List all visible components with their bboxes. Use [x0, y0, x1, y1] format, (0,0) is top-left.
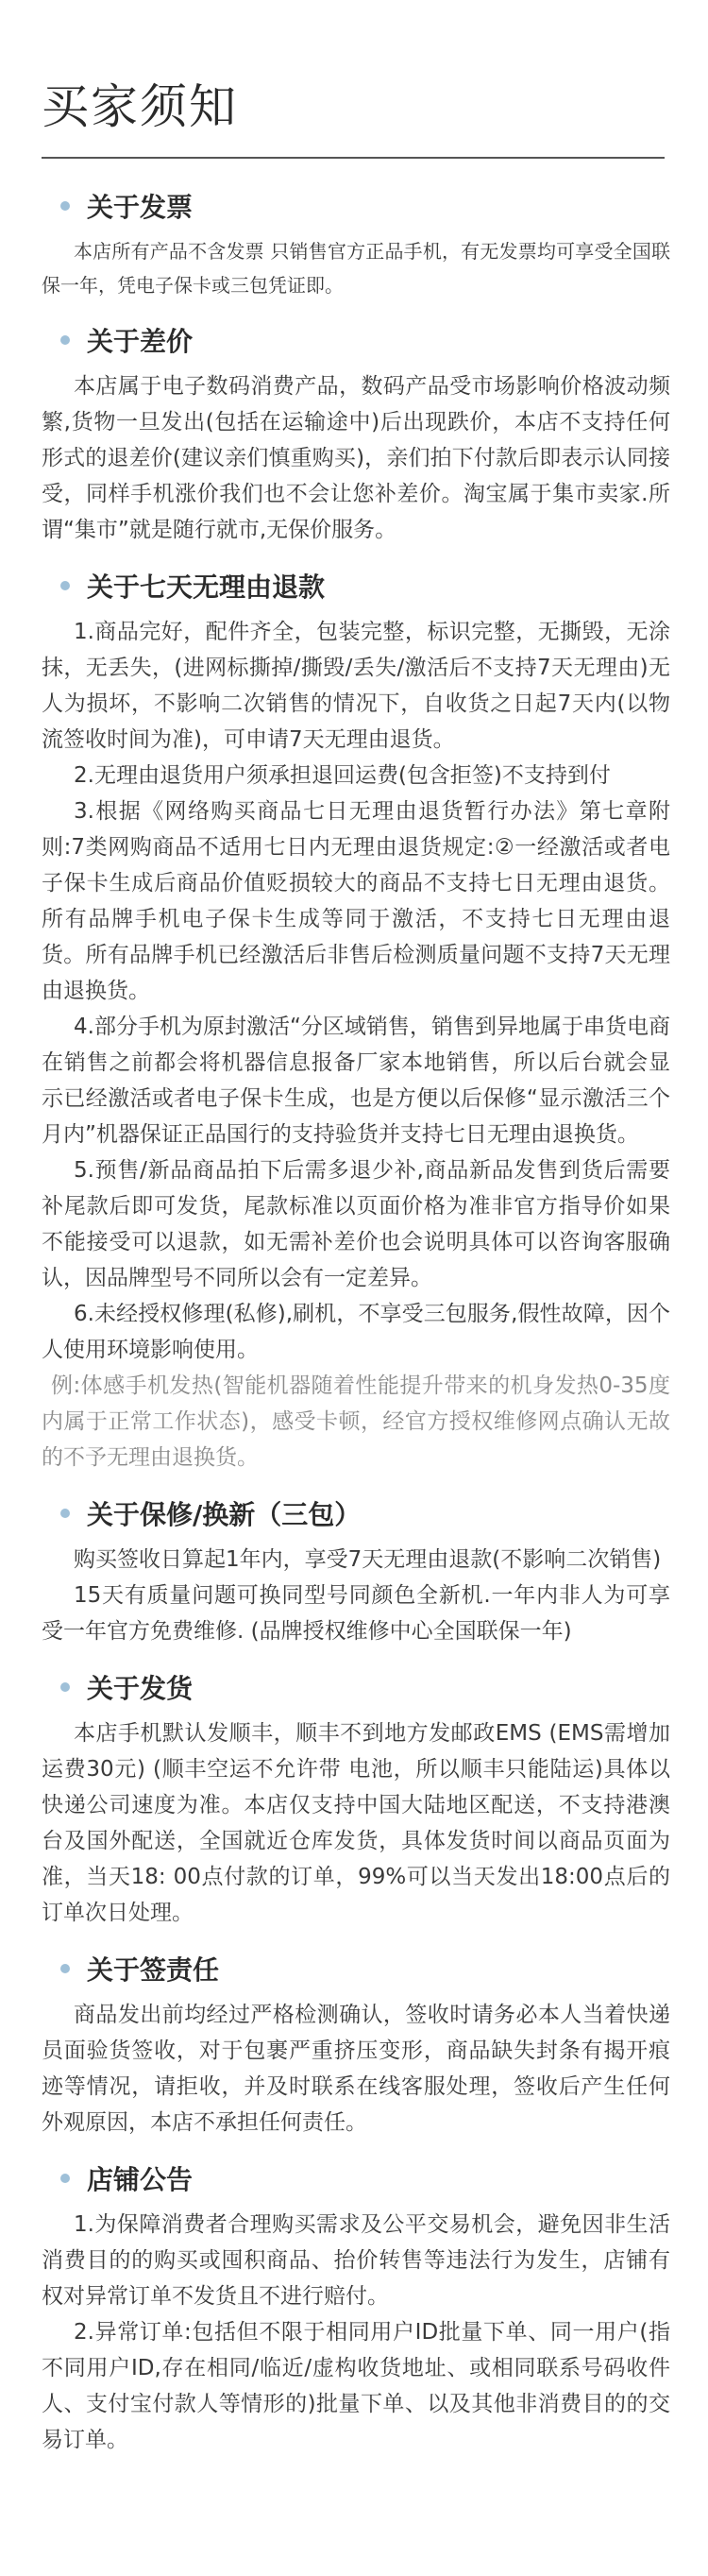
section-header [42, 185, 670, 227]
page-title: 买家须知 [42, 79, 238, 134]
section-title: 关于差价 [87, 326, 194, 357]
section-header [42, 1666, 670, 1708]
section-header [42, 1493, 670, 1534]
section-signing-responsibility [42, 1948, 670, 2141]
section-title: 关于发货 [87, 1673, 194, 1704]
announcement-item-2: 2.异常订单:包括但不限于相同用户ID批量下单、同一用户(指不同用户ID,存在相同/临近/虚构收货地址、或相同联系号码收件人、支付宝付款人等情形的)批量下单、以及其他非消费目的的交易订单。 [42, 2320, 670, 2452]
bullet-dot-icon [60, 1964, 70, 1973]
bullet-dot-icon [60, 581, 70, 590]
section-paragraph: 本店手机默认发顺丰，顺丰不到地方发邮政EMS (EMS需增加运费30元) (顺丰空运不允许带 电池，所以顺丰只能陆运)具体以快递公司速度为准。本店仅支持中国大陆地区配送，不支持港澳台及国外配送，全国就近仓库发货，具体发货时间以商品页面为准，当天18: 00点付款的订单，99%可以当天发出18:00点后的订单次日处理。 [42, 1721, 670, 1925]
section-header [42, 2158, 670, 2199]
section-title: 店铺公告 [87, 2164, 194, 2195]
bullet-dot-icon [60, 1509, 70, 1518]
return-policy-example-note: 例:体感手机发热(智能机器随着性能提升带来的机身发热0-35度内属于正常工作状态)，感受卡顿，经官方授权维修网点确认无故的不予无理由退换货。 [42, 1373, 670, 1470]
bullet-dot-icon [60, 201, 70, 211]
section-header [42, 319, 670, 361]
warranty-item-2: 15天有质量问题可换同型号同颜色全新机.一年内非人为可享受一年官方免费维修. (品牌授权维修中心全国联保一年) [42, 1583, 670, 1644]
section-title: 关于七天无理由退款 [87, 571, 326, 603]
return-policy-item-1: 1.商品完好，配件齐全，包装完整，标识完整，无撕毁，无涂抹，无丢失，(进网标撕掉/撕毁/丢失/激活后不支持7天无理由)无人为损坏，不影响二次销售的情况下，自收货之日起7天内(以物流签收时间为准)，可申请7天无理由退货。 [42, 620, 670, 752]
section-paragraph: 本店所有产品不含发票 只销售官方正品手机，有无发票均可享受全国联保一年，凭电子保卡或三包凭证即。 [42, 240, 670, 297]
section-title: 关于发票 [87, 192, 194, 223]
return-policy-item-6: 6.未经授权修理(私修),刷机，不享受三包服务,假性故障，因个人使用环境影响使用。 [42, 1302, 670, 1362]
section-title: 关于保修/换新（三包） [87, 1499, 362, 1530]
bullet-dot-icon [60, 1682, 70, 1692]
bullet-dot-icon [60, 2174, 70, 2183]
section-shipping [42, 1666, 670, 1931]
section-header [42, 1948, 670, 1989]
return-policy-item-5: 5.预售/新品商品拍下后需多退少补,商品新品发售到货后需要补尾款后即可发货，尾款标准以页面价格为准非官方指导价如果不能接受可以退款，如无需补差价也会说明具体可以咨询客服确认，因品牌型号不同所以会有一定差异。 [42, 1158, 670, 1290]
section-invoice [42, 185, 670, 302]
section-store-announcement [42, 2158, 670, 2458]
return-policy-item-4: 4.部分手机为原封激活“分区域销售，销售到异地属于串货电商在销售之前都会将机器信息报备厂家本地销售，所以后台就会显示已经激活或者电子保卡生成，也是方便以后保修“显示激活三个月内”机器保证正品国行的支持验货并支持七日无理由退换货。 [42, 1015, 670, 1147]
title-divider [42, 157, 665, 159]
section-title: 关于签责任 [87, 1954, 220, 1986]
section-paragraph: 本店属于电子数码消费产品，数码产品受市场影响价格波动频繁,货物一旦发出(包括在运输途中)后出现跌价，本店不支持任何形式的退差价(建议亲们慎重购买)，亲们拍下付款后即表示认同接受，同样手机涨价我们也不会让您补差价。淘宝属于集市卖家.所谓“集市”就是随行就市,无保价服务。 [42, 374, 670, 542]
section-header [42, 565, 670, 606]
return-policy-item-3: 3.根据《网络购买商品七日无理由退货暂行办法》第七章附则:7类网购商品不适用七日内无理由退货规定:②一经激活或者电子保卡生成后商品价值贬损较大的商品不支持七日无理由退货。所有品牌手机电子保卡生成等同于激活，不支持七日无理由退货。所有品牌手机已经激活后非售后检测质量问题不支持7天无理由退换货。 [42, 799, 670, 1003]
return-policy-item-2: 2.无理由退货用户须承担退回运费(包含拒签)不支持到付 [74, 763, 611, 788]
section-seven-day-return [42, 565, 670, 1476]
section-price-difference [42, 319, 670, 548]
section-warranty [42, 1493, 670, 1649]
warranty-item-1: 购买签收日算起1年内，享受7天无理由退款(不影响二次销售) [74, 1547, 662, 1572]
announcement-item-1: 1.为保障消费者合理购买需求及公平交易机会，避免因非生活消费目的的购买或囤积商品、抬价转售等违法行为发生，店铺有权对异常订单不发货且不进行赔付。 [42, 2212, 670, 2309]
bullet-dot-icon [60, 335, 70, 345]
section-paragraph: 商品发出前均经过严格检测确认，签收时请务必本人当着快递员面验货签收，对于包裹严重挤压变形，商品缺失封条有揭开痕迹等情况，请拒收，并及时联系在线客服处理，签收后产生任何外观原因，本店不承担任何责任。 [42, 2003, 670, 2135]
